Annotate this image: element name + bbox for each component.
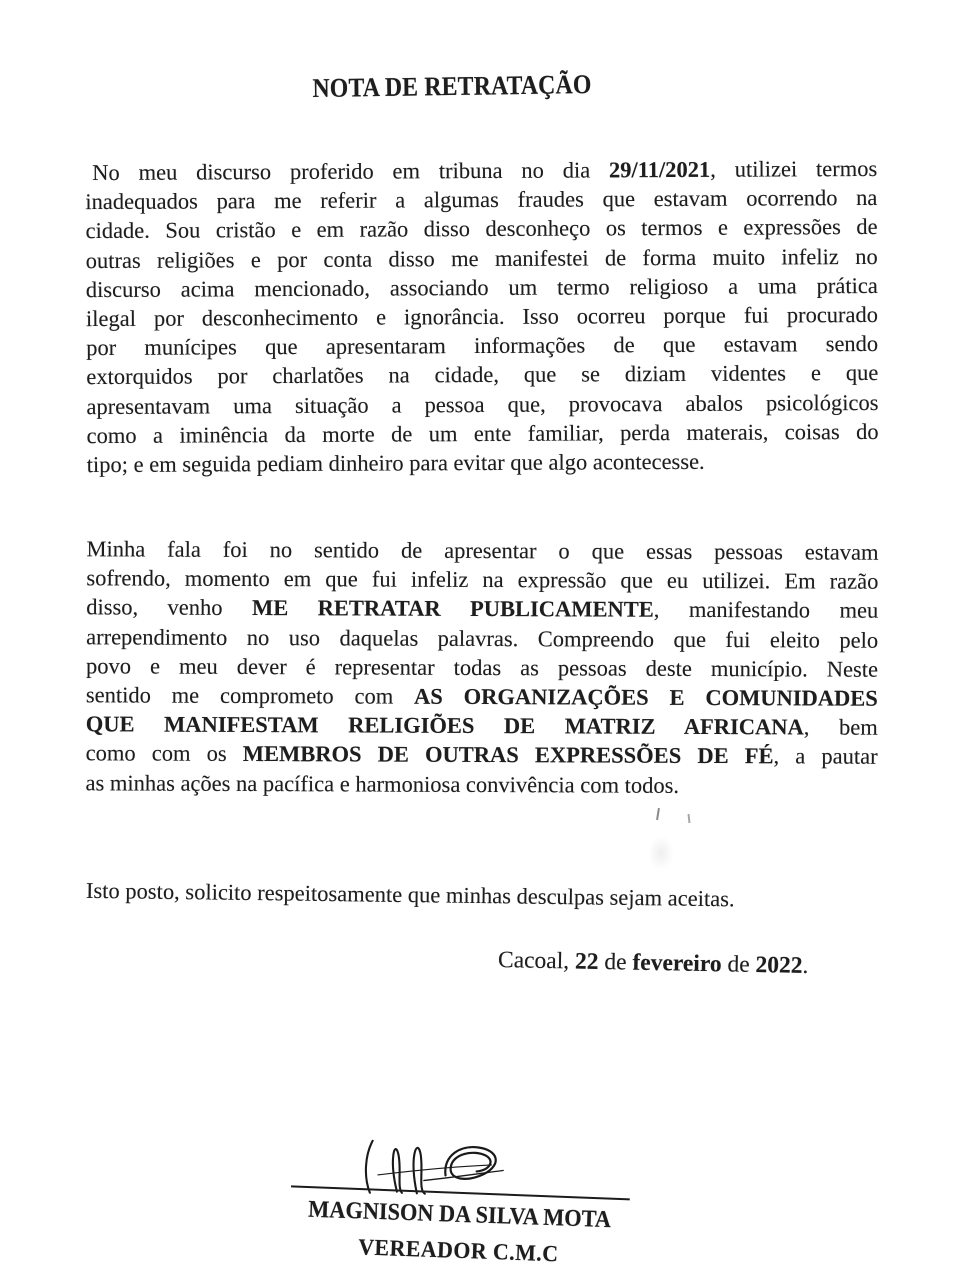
scan-artifact <box>688 814 691 823</box>
text-line <box>86 680 878 713</box>
signatory-name: MAGNISON DA SILVA MOTA <box>307 1196 612 1234</box>
text-segment: disso, venho <box>86 594 253 621</box>
text-segment: Cacoal, <box>497 947 576 975</box>
text-segment: de <box>598 948 633 976</box>
text-segment: , bem <box>803 714 878 740</box>
text-segment: sentido me comprometo com <box>85 682 415 709</box>
text-segment: as minhas ações na pacífica e harmoniosa convivência com todos. <box>85 769 680 798</box>
text-line <box>85 768 877 801</box>
text-line <box>86 329 878 362</box>
text-segment: ilegal por desconhecimento e ignorância. Isso ocorreu porque fui procurado <box>85 301 879 332</box>
date-line <box>498 947 809 980</box>
text-line <box>85 212 877 245</box>
bold-text-segment: fevereiro <box>632 949 722 978</box>
bold-text-segment: 29/11/2021 <box>608 156 711 183</box>
text-line <box>87 446 879 479</box>
text-segment: extorquidos por charlatões na cidade, que se diziam videntes e que <box>86 360 879 390</box>
body-paragraph-1 <box>85 154 879 479</box>
text-segment: No meu discurso proferido em tribuna no dia <box>92 157 610 186</box>
text-segment: cidade. Sou cristão e em razão disso desconheço os termos e expressões de <box>85 214 878 244</box>
text-line <box>86 358 878 391</box>
bold-text-segment: 2022 <box>755 951 803 979</box>
text-line <box>85 183 877 216</box>
text-segment: por munícipes que apresentaram informações de que estavam sendo <box>86 331 879 361</box>
text-segment: como a iminência da morte de um ente familiar, perda materais, coisas do <box>86 418 879 448</box>
body-paragraph-2 <box>85 534 878 800</box>
text-line <box>86 242 878 275</box>
text-line <box>86 622 878 655</box>
text-line <box>86 651 878 684</box>
text-segment: povo e meu dever é representar todas as pessoas deste município. Neste <box>85 653 879 682</box>
signature-block <box>288 1130 632 1280</box>
text-line <box>86 593 878 626</box>
bold-text-segment: QUE MANIFESTAM RELIGIÕES DE MATRIZ AFRICANA <box>85 711 804 740</box>
scan-artifact <box>648 836 674 870</box>
bold-text-segment: 22 <box>574 948 599 975</box>
text-segment: como com os <box>85 740 243 767</box>
text-segment: discurso acima mencionado, associando um termo religioso a uma prática <box>85 272 878 302</box>
text-segment: Isto posto, solicito respeitosamente que minhas desculpas sejam aceitas. <box>85 877 735 912</box>
text-line <box>86 388 878 421</box>
text-line <box>86 876 878 916</box>
text-segment: outras religiões e por conta disso me manifestei de forma muito infeliz no <box>85 243 878 273</box>
bold-text-segment: ME RETRATAR PUBLICAMENTE <box>251 595 654 623</box>
text-line <box>86 271 878 304</box>
scan-artifact <box>656 808 660 820</box>
text-segment: apresentavam uma situação a pessoa que, provocava abalos psicológicos <box>86 389 879 419</box>
text-line <box>85 154 877 187</box>
text-segment: , a pautar <box>773 743 878 770</box>
text-line <box>86 534 878 567</box>
text-line <box>86 709 878 742</box>
bold-text-segment: AS ORGANIZAÇÕES E COMUNIDADES <box>414 683 878 711</box>
text-segment: , manifestando meu <box>653 597 879 624</box>
text-segment: inadequados para me referir a algumas fraudes que estavam ocorrendo na <box>85 185 878 215</box>
text-segment: tipo; e em seguida pediam dinheiro para evitar que algo acontecesse. <box>86 448 705 478</box>
closing-paragraph <box>86 876 878 916</box>
handwritten-signature <box>357 1132 519 1208</box>
text-segment: , utilizei termos <box>710 155 878 182</box>
text-segment: sofrendo, momento em que fui infeliz na expressão que eu utilizei. Em razão <box>86 565 879 594</box>
document-title: NOTA DE RETRATAÇÃO <box>312 69 592 103</box>
text-segment: . <box>802 952 809 979</box>
bold-text-segment: MEMBROS DE OUTRAS EXPRESSÕES DE FÉ <box>242 741 774 769</box>
text-segment: Minha fala foi no sentido de apresentar o que essas pessoas estavam <box>86 536 879 565</box>
text-line <box>86 300 878 333</box>
text-segment: arrependimento no uso daquelas palavras. Compreendo que fui eleito pelo <box>86 623 879 653</box>
signatory-role: VEREADOR C.M.C <box>357 1234 559 1267</box>
text-line <box>87 417 879 450</box>
text-line <box>86 563 878 596</box>
text-line <box>86 739 878 772</box>
text-segment: de <box>721 951 756 978</box>
